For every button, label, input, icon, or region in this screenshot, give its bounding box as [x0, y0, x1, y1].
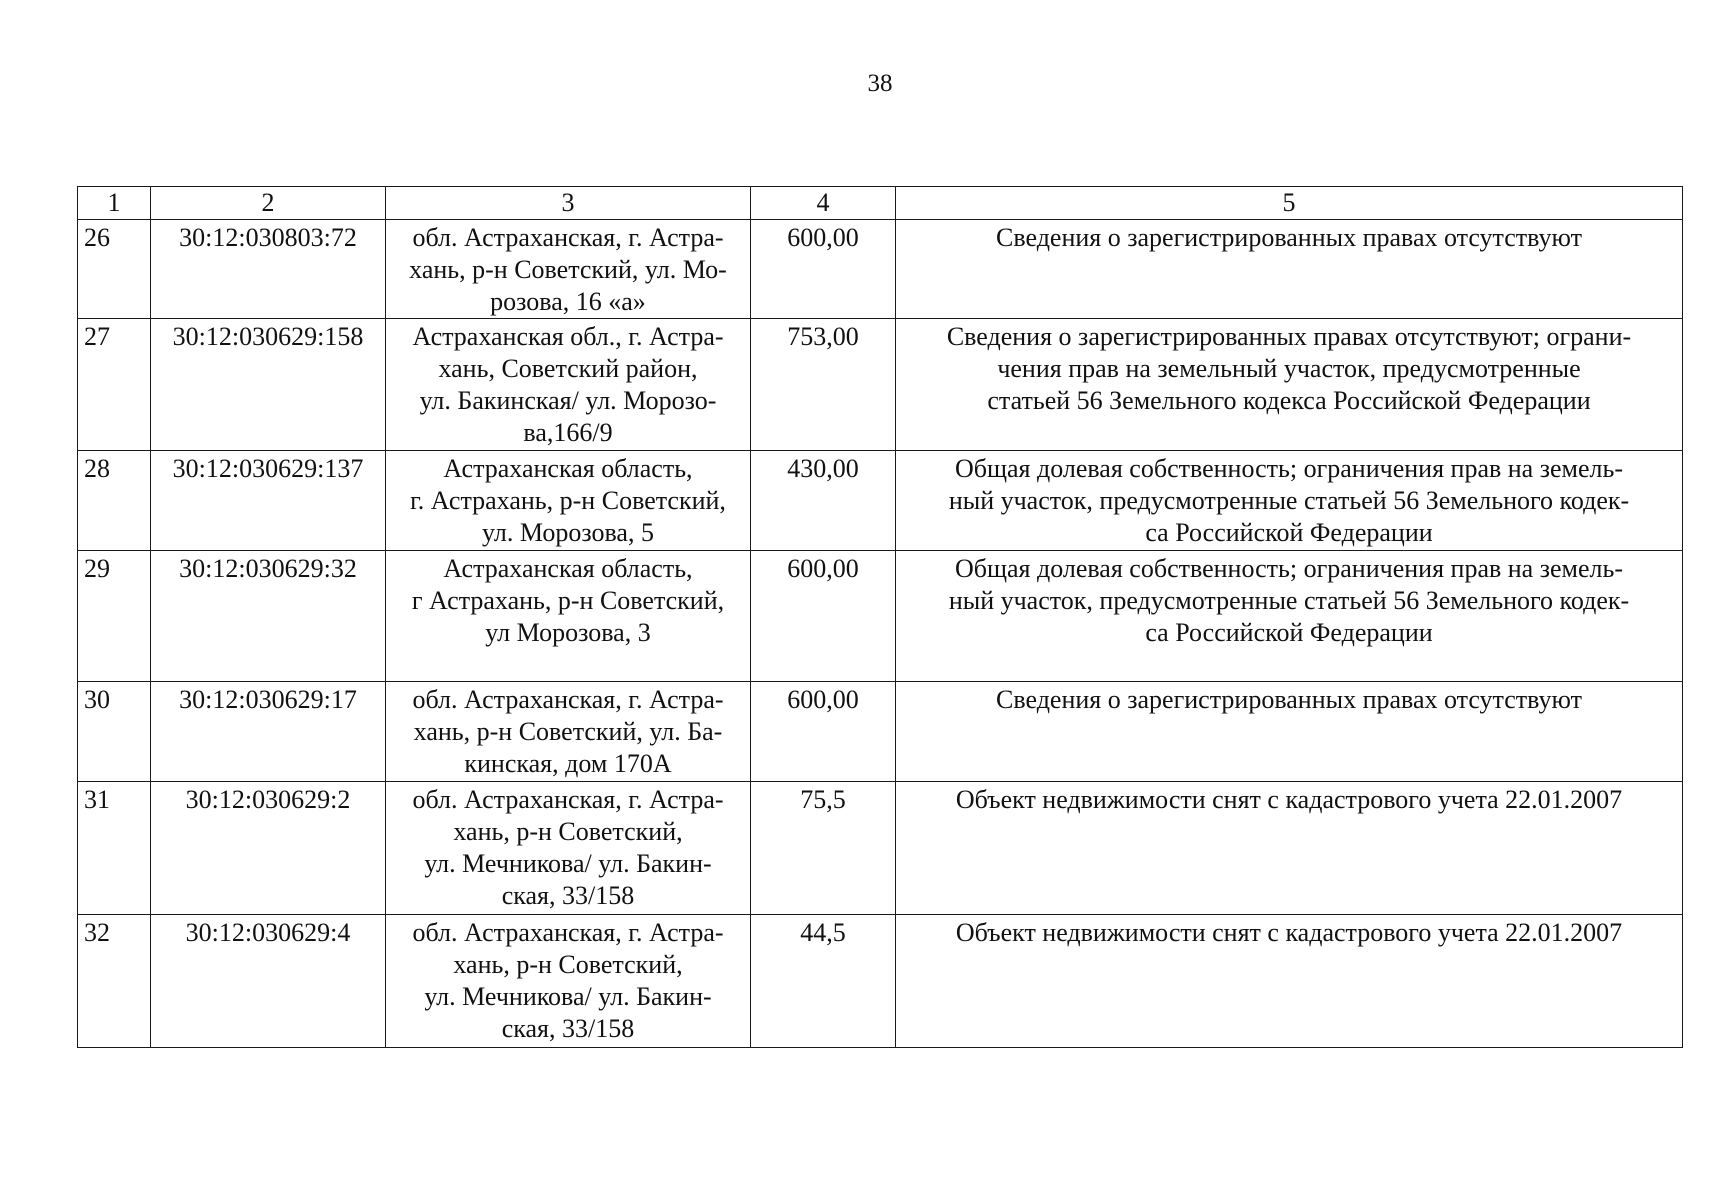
address-line: обл. Астраханская, г. Астра-: [412, 918, 724, 947]
table-row: [78, 220, 1683, 319]
table-row: [78, 319, 1683, 451]
table-row: [78, 451, 1683, 551]
rights-info-cell: [896, 220, 1683, 319]
rights-info-line: ный участок, предусмотренные статьей 56 Земельного кодек-: [948, 586, 1630, 615]
rights-info-cell: [896, 782, 1683, 915]
address-line: обл. Астраханская, г. Астра-: [412, 785, 724, 814]
rights-info-cell: [896, 915, 1683, 1048]
table-header-row: [78, 187, 1683, 220]
rights-info-line: са Российской Федерации: [1145, 618, 1433, 647]
rights-info-line: статьей 56 Земельного кодекса Российской Федерации: [987, 386, 1591, 415]
table-row: [78, 915, 1683, 1048]
table-row: [78, 782, 1683, 915]
cadastral-number: 30:12:030803:72: [151, 220, 386, 319]
address-line: ул. Морозова, 5: [482, 518, 654, 547]
address-line: хань, Советский район,: [438, 354, 698, 383]
address-cell: [386, 451, 751, 551]
area-value: 75,5: [751, 782, 896, 915]
rights-info-line: Объект недвижимости снят с кадастрового учета 22.01.2007: [955, 785, 1623, 814]
column-header-cadastral: 2: [151, 187, 386, 220]
rights-info-line: са Российской Федерации: [1145, 518, 1433, 547]
rights-info-line: Сведения о зарегистрированных правах отсутствуют: [996, 685, 1582, 714]
rights-info-line: Сведения о зарегистрированных правах отсутствуют: [996, 223, 1582, 252]
rights-info-cell: [896, 551, 1683, 682]
address-line: ул Морозова, 3: [485, 618, 651, 647]
address-line: хань, р-н Советский,: [453, 817, 683, 846]
area-value: 753,00: [751, 319, 896, 451]
address-line: г. Астрахань, р-н Советский,: [410, 486, 726, 515]
area-value: 430,00: [751, 451, 896, 551]
rights-info-line: Общая долевая собственность; ограничения прав на земель-: [954, 454, 1624, 483]
row-number: 30: [78, 682, 151, 782]
address-line: хань, р-н Советский,: [453, 950, 683, 979]
column-header-area: 4: [751, 187, 896, 220]
rights-info-cell: [896, 682, 1683, 782]
address-cell: [386, 682, 751, 782]
column-header-info: 5: [896, 187, 1683, 220]
address-line: Астраханская область,: [443, 554, 693, 583]
area-value: 600,00: [751, 220, 896, 319]
rights-info-line: ный участок, предусмотренные статьей 56 Земельного кодек-: [948, 486, 1630, 515]
address-line: Астраханская обл., г. Астра-: [412, 322, 724, 351]
address-line: ская, 33/158: [501, 881, 635, 910]
address-line: ул. Бакинская/ ул. Морозо-: [419, 386, 717, 415]
address-line: обл. Астраханская, г. Астра-: [412, 223, 724, 252]
cadastral-number: 30:12:030629:32: [151, 551, 386, 682]
address-line: г Астрахань, р-н Советский,: [411, 586, 725, 615]
address-line: ул. Мечникова/ ул. Бакин-: [424, 982, 712, 1011]
address-cell: [386, 782, 751, 915]
table-row: [78, 682, 1683, 782]
cadastral-number: 30:12:030629:2: [151, 782, 386, 915]
address-cell: [386, 220, 751, 319]
rights-info-line: Общая долевая собственность; ограничения прав на земель-: [954, 554, 1624, 583]
row-number: 31: [78, 782, 151, 915]
land-plots-table: [77, 186, 1683, 1048]
column-header-number: 1: [78, 187, 151, 220]
address-line: обл. Астраханская, г. Астра-: [412, 685, 724, 714]
address-line: ская, 33/158: [501, 1014, 635, 1043]
row-number: 32: [78, 915, 151, 1048]
area-value: 600,00: [751, 551, 896, 682]
rights-info-cell: [896, 319, 1683, 451]
rights-info-cell: [896, 451, 1683, 551]
table-row: [78, 551, 1683, 682]
row-number: 29: [78, 551, 151, 682]
page-number: 38: [867, 70, 893, 97]
row-number: 26: [78, 220, 151, 319]
rights-info-line: Сведения о зарегистрированных правах отсутствуют; ограни-: [946, 322, 1632, 351]
address-line: кинская, дом 170А: [464, 749, 672, 778]
rights-info-line: Объект недвижимости снят с кадастрового учета 22.01.2007: [955, 918, 1623, 947]
address-cell: [386, 551, 751, 682]
address-cell: [386, 915, 751, 1048]
cadastral-number: 30:12:030629:137: [151, 451, 386, 551]
address-cell: [386, 319, 751, 451]
row-number: 27: [78, 319, 151, 451]
rights-info-line: чения прав на земельный участок, предусмотренные: [997, 354, 1581, 383]
cadastral-number: 30:12:030629:17: [151, 682, 386, 782]
address-line: хань, р-н Советский, ул. Ба-: [413, 717, 723, 746]
area-value: 44,5: [751, 915, 896, 1048]
address-line: ва,166/9: [523, 418, 613, 447]
area-value: 600,00: [751, 682, 896, 782]
cadastral-number: 30:12:030629:158: [151, 319, 386, 451]
address-line: хань, р-н Советский, ул. Мо-: [409, 255, 727, 284]
address-line: Астраханская область,: [443, 454, 693, 483]
row-number: 28: [78, 451, 151, 551]
column-header-address: 3: [386, 187, 751, 220]
cadastral-number: 30:12:030629:4: [151, 915, 386, 1048]
address-line: розова, 16 «а»: [490, 287, 646, 316]
address-line: ул. Мечникова/ ул. Бакин-: [424, 849, 712, 878]
